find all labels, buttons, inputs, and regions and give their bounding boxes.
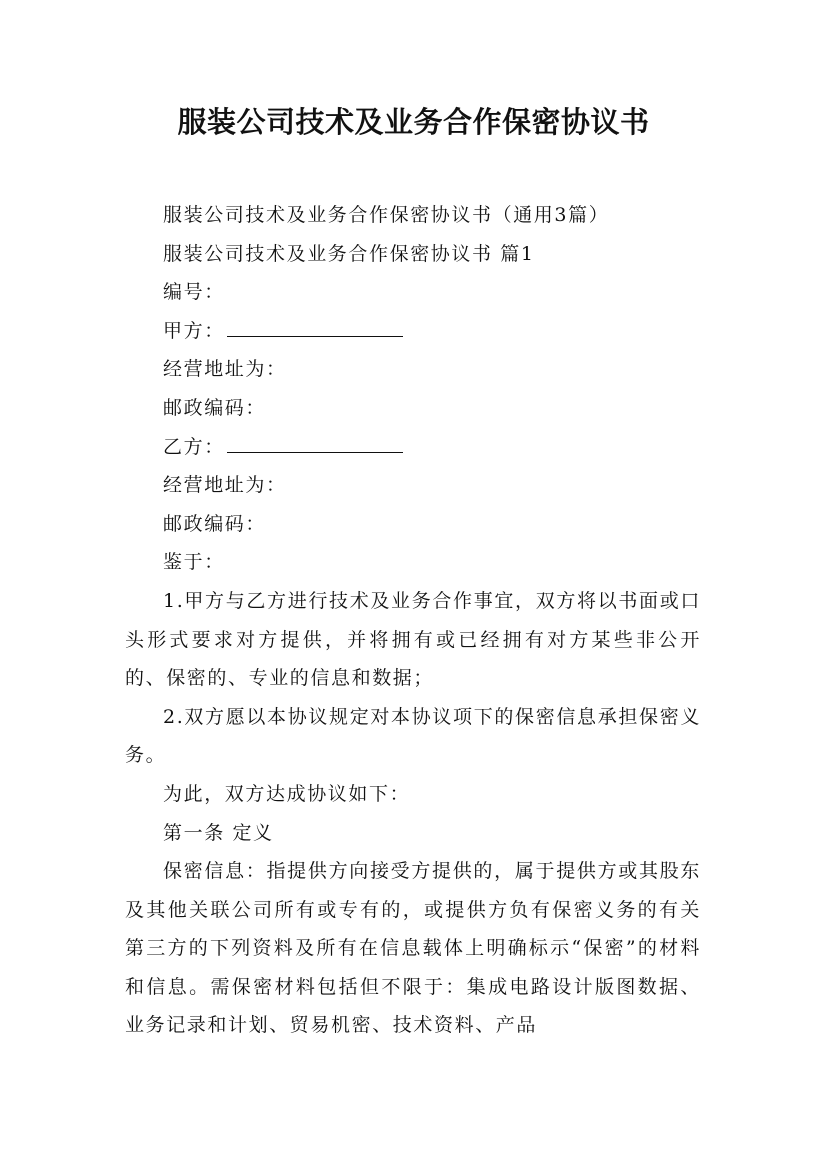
party-b-field: [125, 428, 701, 467]
address-a-field: [125, 350, 701, 389]
clause-2: 2.双方愿以本协议规定对本协议项下的保密信息承担保密义务。: [125, 705, 701, 767]
party-a-blank-line: [227, 335, 403, 337]
postcode-a-field: [125, 389, 701, 428]
party-a-field: [125, 312, 701, 351]
party-b-blank-line: [227, 451, 403, 453]
article-heading: 服装公司技术及业务合作保密协议书 篇1: [163, 242, 535, 265]
postcode-b-field: [125, 505, 701, 544]
address-a-label: 经营地址为：: [163, 358, 287, 381]
number-field: [125, 273, 701, 312]
subtitle: 服装公司技术及业务合作保密协议书（通用3篇）: [163, 204, 610, 226]
party-a-label: 甲方：: [163, 319, 225, 342]
whereas-label: 鉴于：: [163, 551, 225, 574]
address-b-field: [125, 466, 701, 505]
section-1-heading: 第一条 定义: [163, 821, 274, 844]
clause-1: 1.甲方与乙方进行技术及业务合作事宜，双方将以书面或口头形式要求对方提供，并将拥有或已经拥有对方某些非公开的、保密的、专业的信息和数据；: [125, 589, 701, 690]
document-title: 服装公司技术及业务合作保密协议书: [177, 105, 650, 139]
party-b-label: 乙方：: [163, 435, 225, 458]
agreement-intro: 为此，双方达成协议如下：: [163, 782, 411, 805]
document-body: [125, 196, 701, 1045]
section-1-text: 保密信息：指提供方向接受方提供的，属于提供方或其股东及其他关联公司所有或专有的，或提供方负有保密义务的有关第三方的下列资料及所有在信息载体上明确标示“保密”的材料和信息。需保密材料包括但不限于：集成电路设计版图数据、业务记录和计划、贸易机密、技术资料、产品: [125, 860, 701, 1037]
address-b-label: 经营地址为：: [163, 474, 287, 497]
postcode-b-label: 邮政编码：: [163, 512, 267, 535]
postcode-a-label: 邮政编码：: [163, 396, 267, 419]
number-label: 编号：: [163, 281, 225, 304]
